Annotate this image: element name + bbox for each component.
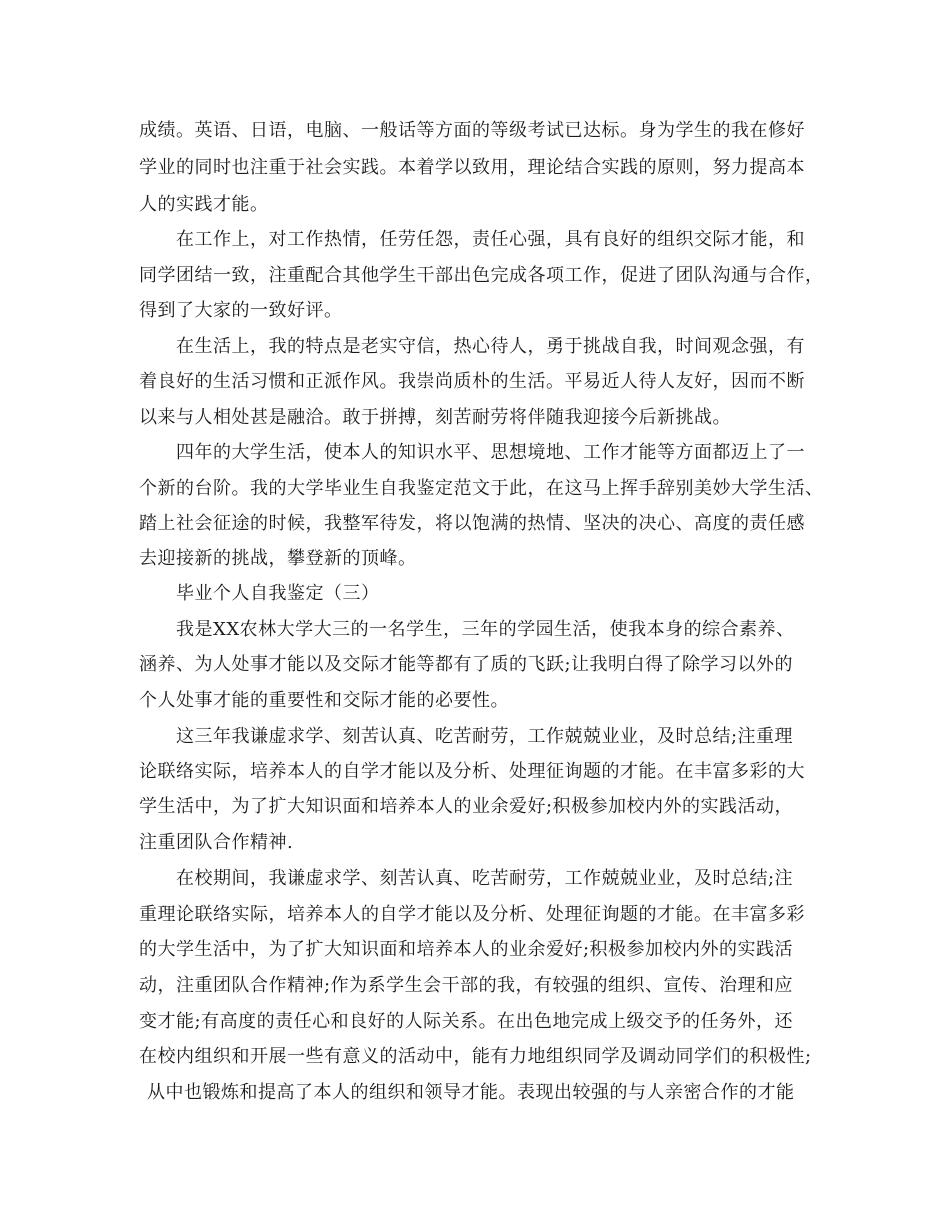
text-line: 个人处事才能的重要性和交际才能的必要性。	[139, 690, 509, 711]
text-line: 动，注重团队合作精神;作为系学生会干部的我，有较强的组织、宣传、治理和应	[139, 975, 794, 996]
text-line: 在工作上，对工作热情，任劳任怨，责任心强，具有良好的组织交际才能，和	[139, 229, 805, 250]
text-line: 个新的台阶。我的大学毕业生自我鉴定范文于此，在这马上挥手辞别美妙大学生活、	[139, 478, 824, 499]
text-line: 学生活中，为了扩大知识面和培养本人的业余爱好;积极参加校内外的实践活动，	[139, 796, 794, 817]
text-line: 同学团结一致，注重配合其他学生干部出色完成各项工作，促进了团队沟通与合作，	[139, 265, 824, 286]
text-line: 涵养、为人处事才能以及交际才能等都有了质的飞跃;让我明白得了除学习以外的	[139, 654, 794, 675]
text-line: 在生活上，我的特点是老实守信，热心待人，勇于挑战自我，时间观念强，有	[139, 336, 805, 357]
text-line: 变才能;有高度的责任心和良好的人际关系。在出色地完成上级交予的任务外，还	[139, 1011, 794, 1032]
text-line: 四年的大学生活，使本人的知识水平、思想境地、工作才能等方面都迈上了一	[139, 442, 805, 463]
text-line: 去迎接新的挑战，攀登新的顶峰。	[139, 548, 417, 569]
text-line: 踏上社会征途的时候，我整军待发，将以饱满的热情、坚决的决心、高度的责任感	[139, 513, 805, 534]
section-heading: 毕业个人自我鉴定（三）	[139, 583, 380, 604]
text-line: 成绩。英语、日语，电脑、一般话等方面的等级考试已达标。身为学生的我在修好	[139, 120, 805, 141]
text-line: 着良好的生活习惯和正派作风。我崇尚质朴的生活。平易近人待人友好，因而不断	[139, 371, 805, 392]
text-line: 这三年我谦虚求学、刻苦认真、吃苦耐劳，工作兢兢业业，及时总结;注重理	[139, 726, 794, 747]
text-line: 在校内组织和开展一些有意义的活动中，能有力地组织同学及调动同学们的积极性;	[139, 1046, 812, 1067]
text-line: 学业的同时也注重于社会实践。本着学以致用，理论结合实践的原则，努力提高本	[139, 157, 805, 178]
text-line: 论联络实际，培养本人的自学才能以及分析、处理征询题的才能。在丰富多彩的大	[139, 761, 805, 782]
text-line: 以来与人相处甚是融洽。敢于拼搏，刻苦耐劳将伴随我迎接今后新挑战。	[139, 407, 731, 428]
text-line: 重理论联络实际，培养本人的自学才能以及分析、处理征询题的才能。在丰富多彩	[139, 904, 805, 925]
text-line: 在校期间，我谦虚求学、刻苦认真、吃苦耐劳，工作兢兢业业，及时总结;注	[139, 868, 794, 889]
text-line: 我是XX农林大学大三的一名学生，三年的学园生活，使我本身的综合素养、	[139, 619, 795, 640]
text-line: 从中也锻炼和提高了本人的组织和领导才能。表现出较强的与人亲密合作的才能	[147, 1082, 795, 1103]
text-line: 注重团队合作精神.	[139, 832, 294, 853]
text-line: 得到了大家的一致好评。	[139, 300, 343, 321]
text-line: 的大学生活中，为了扩大知识面和培养本人的业余爱好;积极参加校内外的实践活	[139, 939, 794, 960]
text-line: 人的实践才能。	[139, 194, 269, 215]
